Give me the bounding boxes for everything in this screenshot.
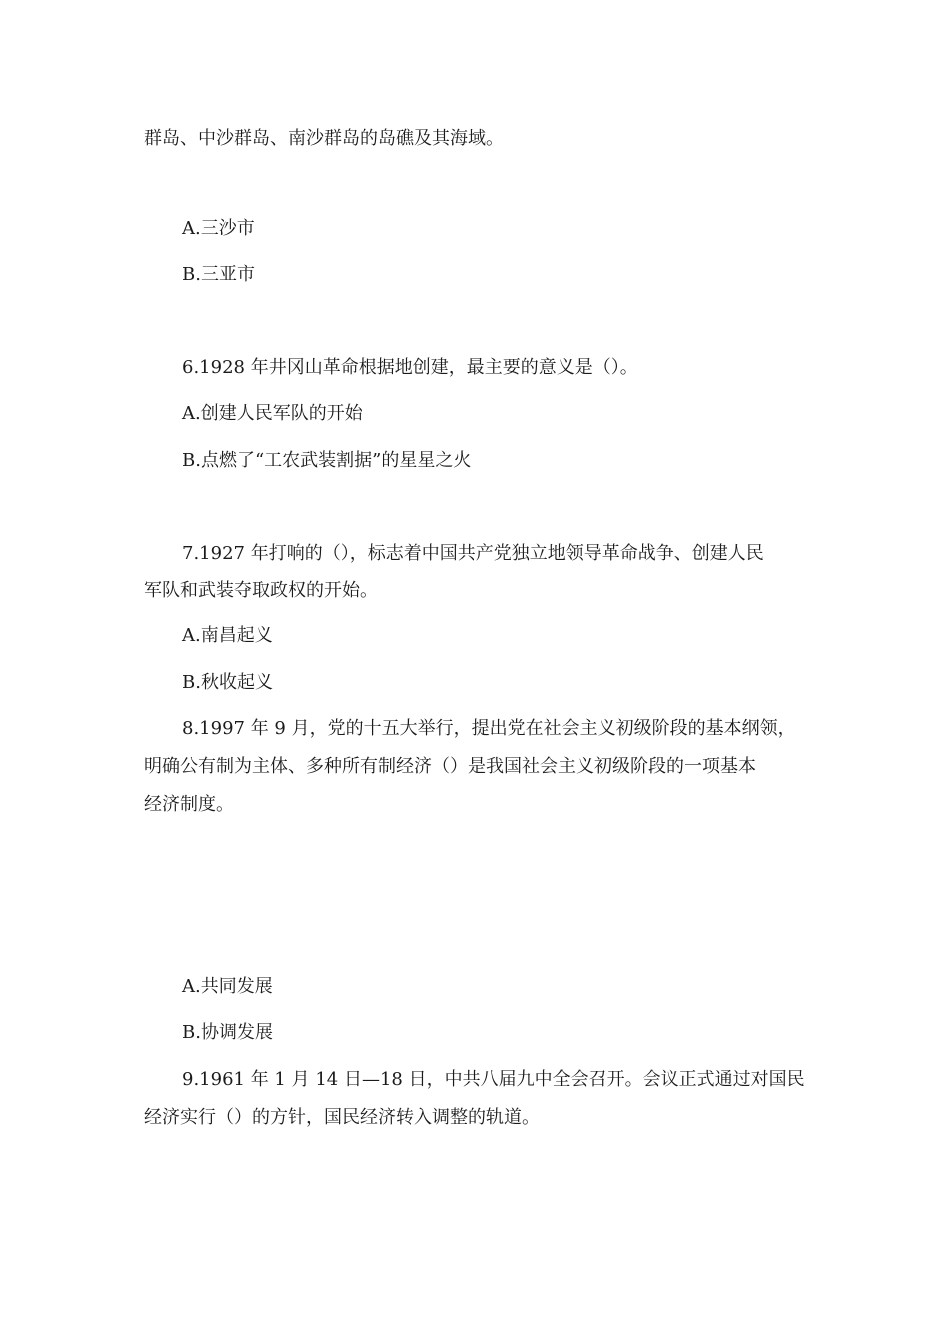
question-6-option-a: A.创建人民军队的开始: [182, 403, 363, 424]
question-8-option-a: A.共同发展: [182, 976, 273, 997]
question-5-option-b: B.三亚市: [182, 264, 255, 285]
question-9-text-line2: 经济实行（）的方针，国民经济转入调整的轨道。: [144, 1107, 540, 1128]
question-6-option-b: B.点燃了“工农武装割据”的星星之火: [182, 450, 472, 471]
question-6-text: 6.1928 年井冈山革命根据地创建，最主要的意义是（）。: [182, 357, 638, 378]
question-5-text-continuation: 群岛、中沙群岛、南沙群岛的岛礁及其海域。: [144, 128, 504, 149]
question-8-text-line2: 明确公有制为主体、多种所有制经济（）是我国社会主义初级阶段的一项基本: [144, 756, 756, 777]
question-9-text-line1: 9.1961 年 1 月 14 日—18 日，中共八届九中全会召开。会议正式通过对国民: [182, 1069, 805, 1090]
question-5-option-a: A.三沙市: [182, 218, 255, 239]
question-7-text-line2: 军队和武装夺取政权的开始。: [144, 580, 378, 601]
question-7-option-b: B.秋收起义: [182, 672, 273, 693]
question-8-text-line3: 经济制度。: [144, 794, 234, 815]
question-8-option-b: B.协调发展: [182, 1022, 273, 1043]
question-7-text-line1: 7.1927 年打响的（），标志着中国共产党独立地领导革命战争、创建人民: [182, 543, 764, 564]
question-8-text-line1: 8.1997 年 9 月，党的十五大举行，提出党在社会主义初级阶段的基本纲领，: [182, 718, 796, 739]
question-7-option-a: A.南昌起义: [182, 625, 273, 646]
